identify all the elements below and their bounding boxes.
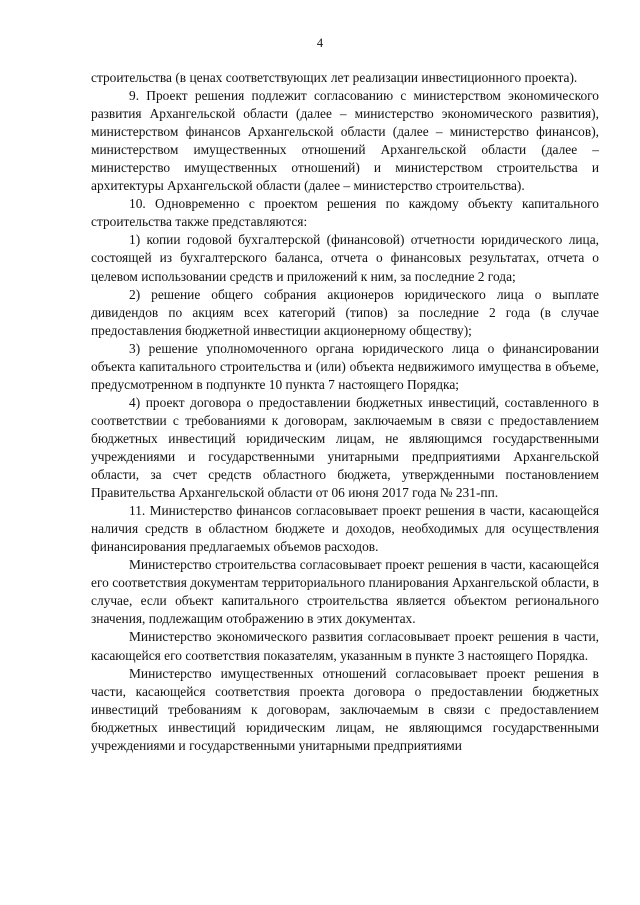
list-item-2-shareholders-decision: 2) решение общего собрания акционеров юридического лица о выплате дивидендов по акциям всех категорий (типов) за последние 2 года (в случае предоставления бюджетной инвестиции акционерному обществу);: [91, 286, 599, 338]
document-body: [91, 69, 599, 755]
paragraph-9-approval: 9. Проект решения подлежит согласованию с министерством экономического развития Архангельской области (далее – министерство экономического развития), министерством финансов Архангельской области (далее – министерство финансов), министерством имущественных отношений Архангельской области (далее – министерство имущественных отношений) и министерством строительства и архитектуры Архангельской области (далее – министерство строительства).: [91, 88, 599, 194]
list-item-3-authorized-body-decision: 3) решение уполномоченного органа юридического лица о финансировании объекта капитального строительства и (или) объекта недвижимого имущества в объеме, предусмотренном в подпункте 10 пункта 7 настоящего Порядка;: [91, 340, 599, 392]
paragraph-11-finance-ministry: 11. Министерство финансов согласовывает проект решения в части, касающейся наличия средств в областном бюджете и доходов, необходимых для осуществления финансирования предлагаемых объемов расходов.: [91, 503, 599, 555]
paragraph-continuation: строительства (в ценах соответствующих лет реализации инвестиционного проекта).: [91, 70, 578, 85]
paragraph-property-ministry: Министерство имущественных отношений согласовывает проект решения в части, касающейся соответствия проекта договора о предоставлении бюджетных инвестиций требованиям к договорам, заключаемым в связи с предоставлением бюджетных инвестиций юридическим лицам, не являющимся государственными учреждениями и государственными унитарными предприятиями: [91, 665, 599, 753]
list-item-1-financial-statements: 1) копии годовой бухгалтерской (финансовой) отчетности юридического лица, состоящей из бухгалтерского баланса, отчета о финансовых результатах, отчета о целевом использовании средств и приложений к ним, за последние 2 года;: [91, 232, 599, 284]
paragraph-economic-ministry: Министерство экономического развития согласовывает проект решения в части, касающейся его соответствия показателям, указанным в пункте 3 настоящего Порядка.: [91, 629, 599, 663]
paragraph-10-documents: 10. Одновременно с проектом решения по каждому объекту капитального строительства также представляются:: [91, 196, 599, 230]
page-number: 4: [316, 36, 324, 50]
paragraph-construction-ministry: Министерство строительства согласовывает проект решения в части, касающейся его соответствия документам территориального планирования Архангельской области, в случае, если объект капитального строительства является объектом регионального значения, подлежащим отображению в этих документах.: [91, 557, 599, 627]
list-item-4-draft-agreement: 4) проект договора о предоставлении бюджетных инвестиций, составленного в соответствии с требованиями к договорам, заключаемым в связи с предоставлением бюджетных инвестиций юридическим лицам, не являющимся государственными учреждениями и государственными унитарными предприятиями Архангельской области, за счет средств областного бюджета, утвержденными постановлением Правительства Архангельской области от 06 июня 2017 года № 231-пп.: [91, 394, 599, 501]
